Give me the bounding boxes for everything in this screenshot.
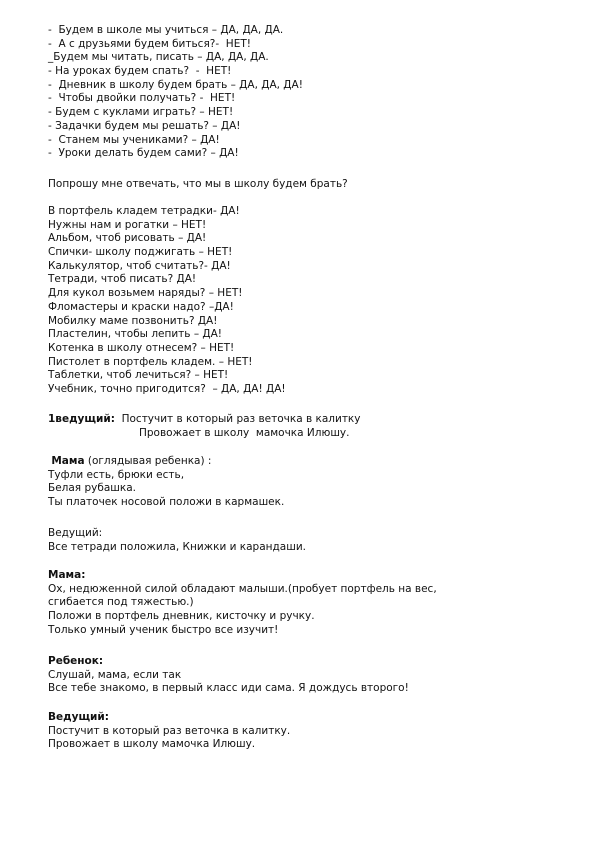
host1-second-line: Провожает в школу мамочка Илюшу.	[139, 426, 350, 439]
chant-line: - Станем мы учениками? – ДА!	[48, 133, 220, 146]
bag-line: Пистолет в портфель кладем. – НЕТ!	[48, 355, 253, 368]
host2-block	[48, 527, 558, 554]
speech-line: Все тетради положила, Книжки и карандаши.	[48, 540, 306, 553]
bag-block	[48, 205, 558, 397]
question-block	[48, 178, 558, 192]
speech-text: Постучит в который раз веточка в калитку	[114, 413, 361, 425]
speech-line: Постучит в который раз веточка в калитку.	[48, 724, 291, 737]
child-block	[48, 655, 558, 696]
speech-line: Ты платочек носовой положи в кармашек.	[48, 496, 285, 509]
chant-line: - Чтобы двойки получать? - НЕТ!	[48, 92, 236, 105]
speech-line: сгибается под тяжестью.)	[48, 596, 194, 609]
mom1-heading	[48, 455, 558, 469]
bag-line: Альбом, чтоб рисовать – ДА!	[48, 232, 207, 245]
speech-line: Белая рубашка.	[48, 482, 136, 495]
host1-block	[48, 413, 558, 440]
speech-line: Провожает в школу мамочка Илюшу.	[48, 738, 256, 751]
chant-line: - Будем с куклами играть? – НЕТ!	[48, 106, 234, 119]
speaker-label: 1ведущий:	[48, 413, 115, 425]
speaker-label: Ведущий:	[48, 527, 103, 539]
speaker-label: Мама:	[48, 569, 86, 581]
bag-line: Тетради, чтоб писать? ДА!	[48, 273, 197, 286]
chant-line: - На уроках будем спать? - НЕТ!	[48, 65, 232, 78]
speech-line: Туфли есть, брюки есть,	[48, 468, 185, 481]
chant-block	[48, 24, 558, 161]
chant-line: - Будем в школе мы учиться – ДА, ДА, ДА.	[48, 24, 284, 36]
bag-line: Калькулятор, чтоб считать?- ДА!	[48, 259, 231, 272]
bag-line: Учебник, точно пригодится? – ДА, ДА! ДА!	[48, 382, 286, 395]
speaker-label: Мама	[51, 455, 85, 467]
stage-direction: (оглядывая ребенка) :	[84, 455, 212, 467]
speech-line: Ох, недюженной силой обладают малыши.(пробует портфель на вес,	[48, 582, 437, 595]
speaker-label: Ведущий:	[48, 711, 109, 723]
speech-line: Слушай, мама, если так	[48, 668, 182, 681]
chant-line: - Дневник в школу будем брать – ДА, ДА, ДА!	[48, 78, 303, 91]
bag-line: Таблетки, чтоб лечиться? – НЕТ!	[48, 369, 229, 382]
chant-line: - Уроки делать будем сами? – ДА!	[48, 147, 239, 160]
bag-line: Котенка в школу отнесем? – НЕТ!	[48, 341, 235, 354]
bag-line: Спички- школу поджигать – НЕТ!	[48, 246, 233, 259]
speech-line: Только умный ученик быстро все изучит!	[48, 623, 279, 636]
host1-first-line	[48, 413, 558, 427]
bag-line: Мобилку маме позвонить? ДА!	[48, 314, 218, 327]
speech-line: Положи в портфель дневник, кисточку и ручку.	[48, 610, 315, 623]
mom1-block	[48, 455, 558, 510]
bag-line: Пластелин, чтобы лепить – ДА!	[48, 328, 222, 341]
question-line: Попрошу мне отвечать, что мы в школу будем брать?	[48, 178, 348, 190]
chant-line: _Будем мы читать, писать – ДА, ДА, ДА.	[48, 51, 269, 64]
bag-line: В портфель кладем тетрадки- ДА!	[48, 205, 240, 217]
bag-line: Фломастеры и краски надо? –ДА!	[48, 300, 234, 313]
speech-line: Все тебе знакомо, в первый класс иди сама. Я дождусь второго!	[48, 682, 409, 695]
mom2-block	[48, 569, 558, 637]
bag-line: Для кукол возьмем наряды? – НЕТ!	[48, 287, 243, 300]
host3-block	[48, 711, 558, 752]
bag-line: Нужны нам и рогатки – НЕТ!	[48, 218, 207, 231]
chant-line: - А с друзьями будем биться?- НЕТ!	[48, 37, 251, 50]
chant-line: - Задачки будем мы решать? – ДА!	[48, 119, 241, 132]
speaker-label: Ребенок:	[48, 655, 104, 667]
